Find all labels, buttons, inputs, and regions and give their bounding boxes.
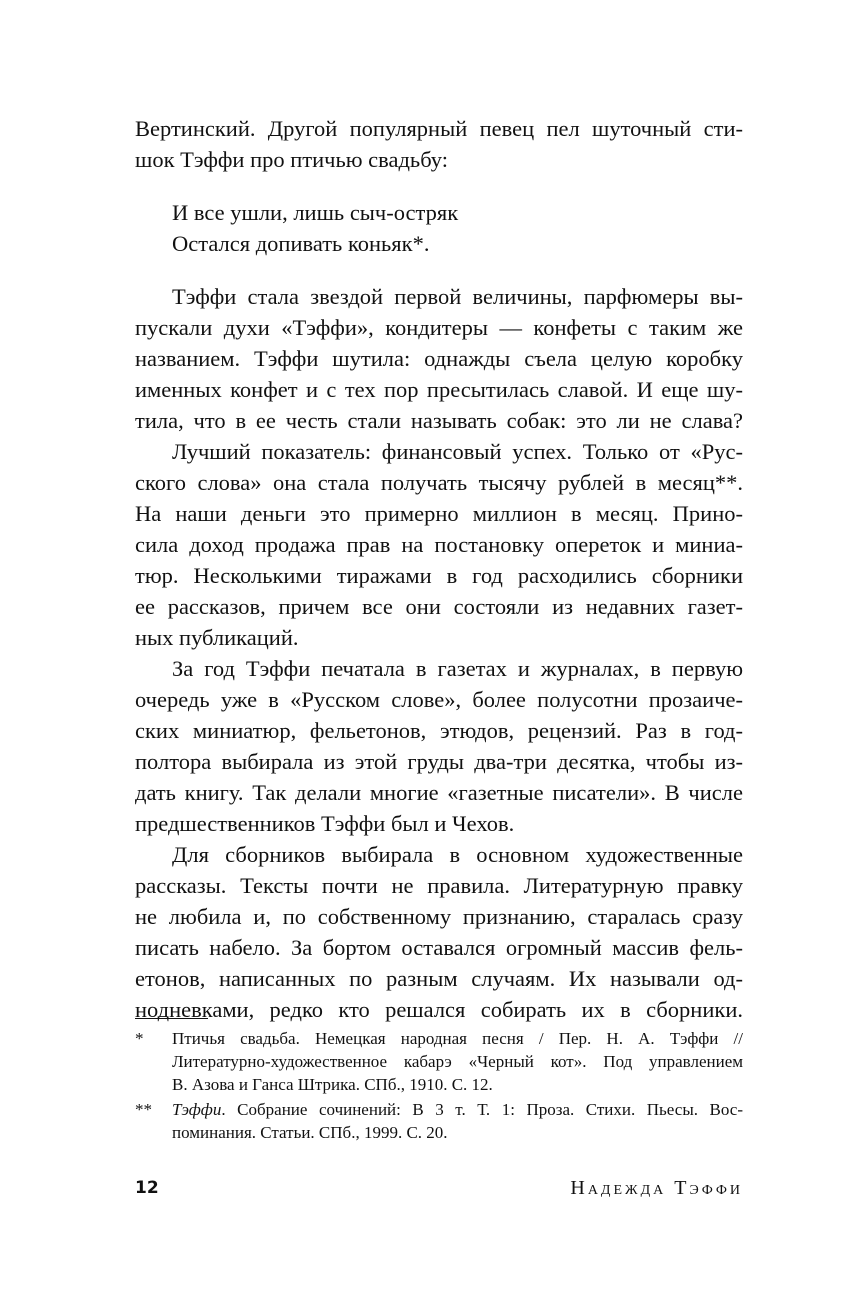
text-line: ского слова» она стала получать тысячу рублей в месяц**.	[135, 470, 743, 495]
verse-line: И все ушли, лишь сыч-остряк	[172, 200, 459, 225]
verse-line: Остался допивать коньяк*.	[172, 231, 430, 256]
footnote-text: . Собрание сочинений: В 3 т. Т. 1: Проза. Стихи. Пьесы. Вос-	[221, 1100, 743, 1119]
text-line: нодневками, редко кто решался собирать их в сборники.	[135, 997, 743, 1022]
paragraph-1	[135, 281, 743, 436]
footnote-line: поминания. Статьи. СПб., 1999. С. 20.	[172, 1123, 448, 1142]
footnote-marker: *	[135, 1029, 144, 1048]
text-line: очередь уже в «Русском слове», более полусотни прозаиче-	[135, 687, 743, 712]
text-line: ее рассказов, причем все они состояли из недавних газет-	[135, 594, 743, 619]
text-line: пускали духи «Тэффи», кондитеры — конфеты с таким же	[135, 315, 743, 340]
text-line: Тэффи стала звездой первой величины, парфюмеры вы-	[172, 284, 743, 309]
footnote-line	[172, 1098, 743, 1121]
footnote-line: Птичья свадьба. Немецкая народная песня / Пер. Н. А. Тэффи //	[172, 1029, 743, 1048]
text-line: именных конфет и с тех пор пресытилась славой. И еще шу-	[135, 377, 743, 402]
text-line: ных публикаций.	[135, 625, 299, 650]
text-line: рассказы. Тексты почти не правила. Литературную правку	[135, 873, 743, 898]
footnote-line: Литературно-художественное кабарэ «Черный кот». Под управлением	[172, 1052, 743, 1071]
verse-quote	[135, 197, 743, 259]
text-line: Для сборников выбирала в основном художественные	[172, 842, 743, 867]
footnote-author: Тэффи	[172, 1100, 222, 1119]
footnote-2	[135, 1098, 743, 1144]
text-line: шок Тэффи про птичью свадьбу:	[135, 147, 448, 172]
text-line: ских миниатюр, фельетонов, этюдов, рецензий. Раз в год-	[135, 718, 743, 743]
paragraph-3	[135, 653, 743, 839]
footnote-separator	[135, 1018, 208, 1019]
text-line: не любила и, по собственному признанию, старалась сразу	[135, 904, 743, 929]
text-line: полтора выбирала из этой груды два-три десятка, чтобы из-	[135, 749, 743, 774]
text-line: етонов, написанных по разным случаям. Их называли од-	[135, 966, 743, 991]
text-line: писать набело. За бортом оставался огромный массив фель-	[135, 935, 743, 960]
text-line: Вертинский. Другой популярный певец пел шуточный сти-	[135, 116, 743, 141]
text-line: предшественников Тэффи был и Чехов.	[135, 811, 515, 836]
text-line: На наши деньги это примерно миллион в месяц. Прино-	[135, 501, 743, 526]
text-line: За год Тэффи печатала в газетах и журналах, в первую	[172, 656, 743, 681]
text-line: дать книгу. Так делали многие «газетные писатели». В числе	[135, 780, 743, 805]
footnote-marker: **	[135, 1100, 152, 1119]
footnote-1	[135, 1027, 743, 1096]
main-text	[135, 113, 743, 1025]
paragraph-4	[135, 839, 743, 1025]
text-line: тила, что в ее честь стали называть собак: это ли не слава?	[135, 408, 743, 433]
running-title: Надежда Тэффи	[570, 1177, 743, 1199]
text-line: Лучший показатель: финансовый успех. Только от «Рус-	[172, 439, 743, 464]
text-line: названием. Тэффи шутила: однажды съела целую коробку	[135, 346, 743, 371]
footnote-line: В. Азова и Ганса Штрика. СПб., 1910. С. 12.	[172, 1075, 493, 1094]
paragraph-2	[135, 436, 743, 653]
text-line: сила доход продажа прав на постановку опереток и миниа-	[135, 532, 743, 557]
text-line: тюр. Несколькими тиражами в год расходились сборники	[135, 563, 743, 588]
page-number: 12	[135, 1178, 159, 1198]
